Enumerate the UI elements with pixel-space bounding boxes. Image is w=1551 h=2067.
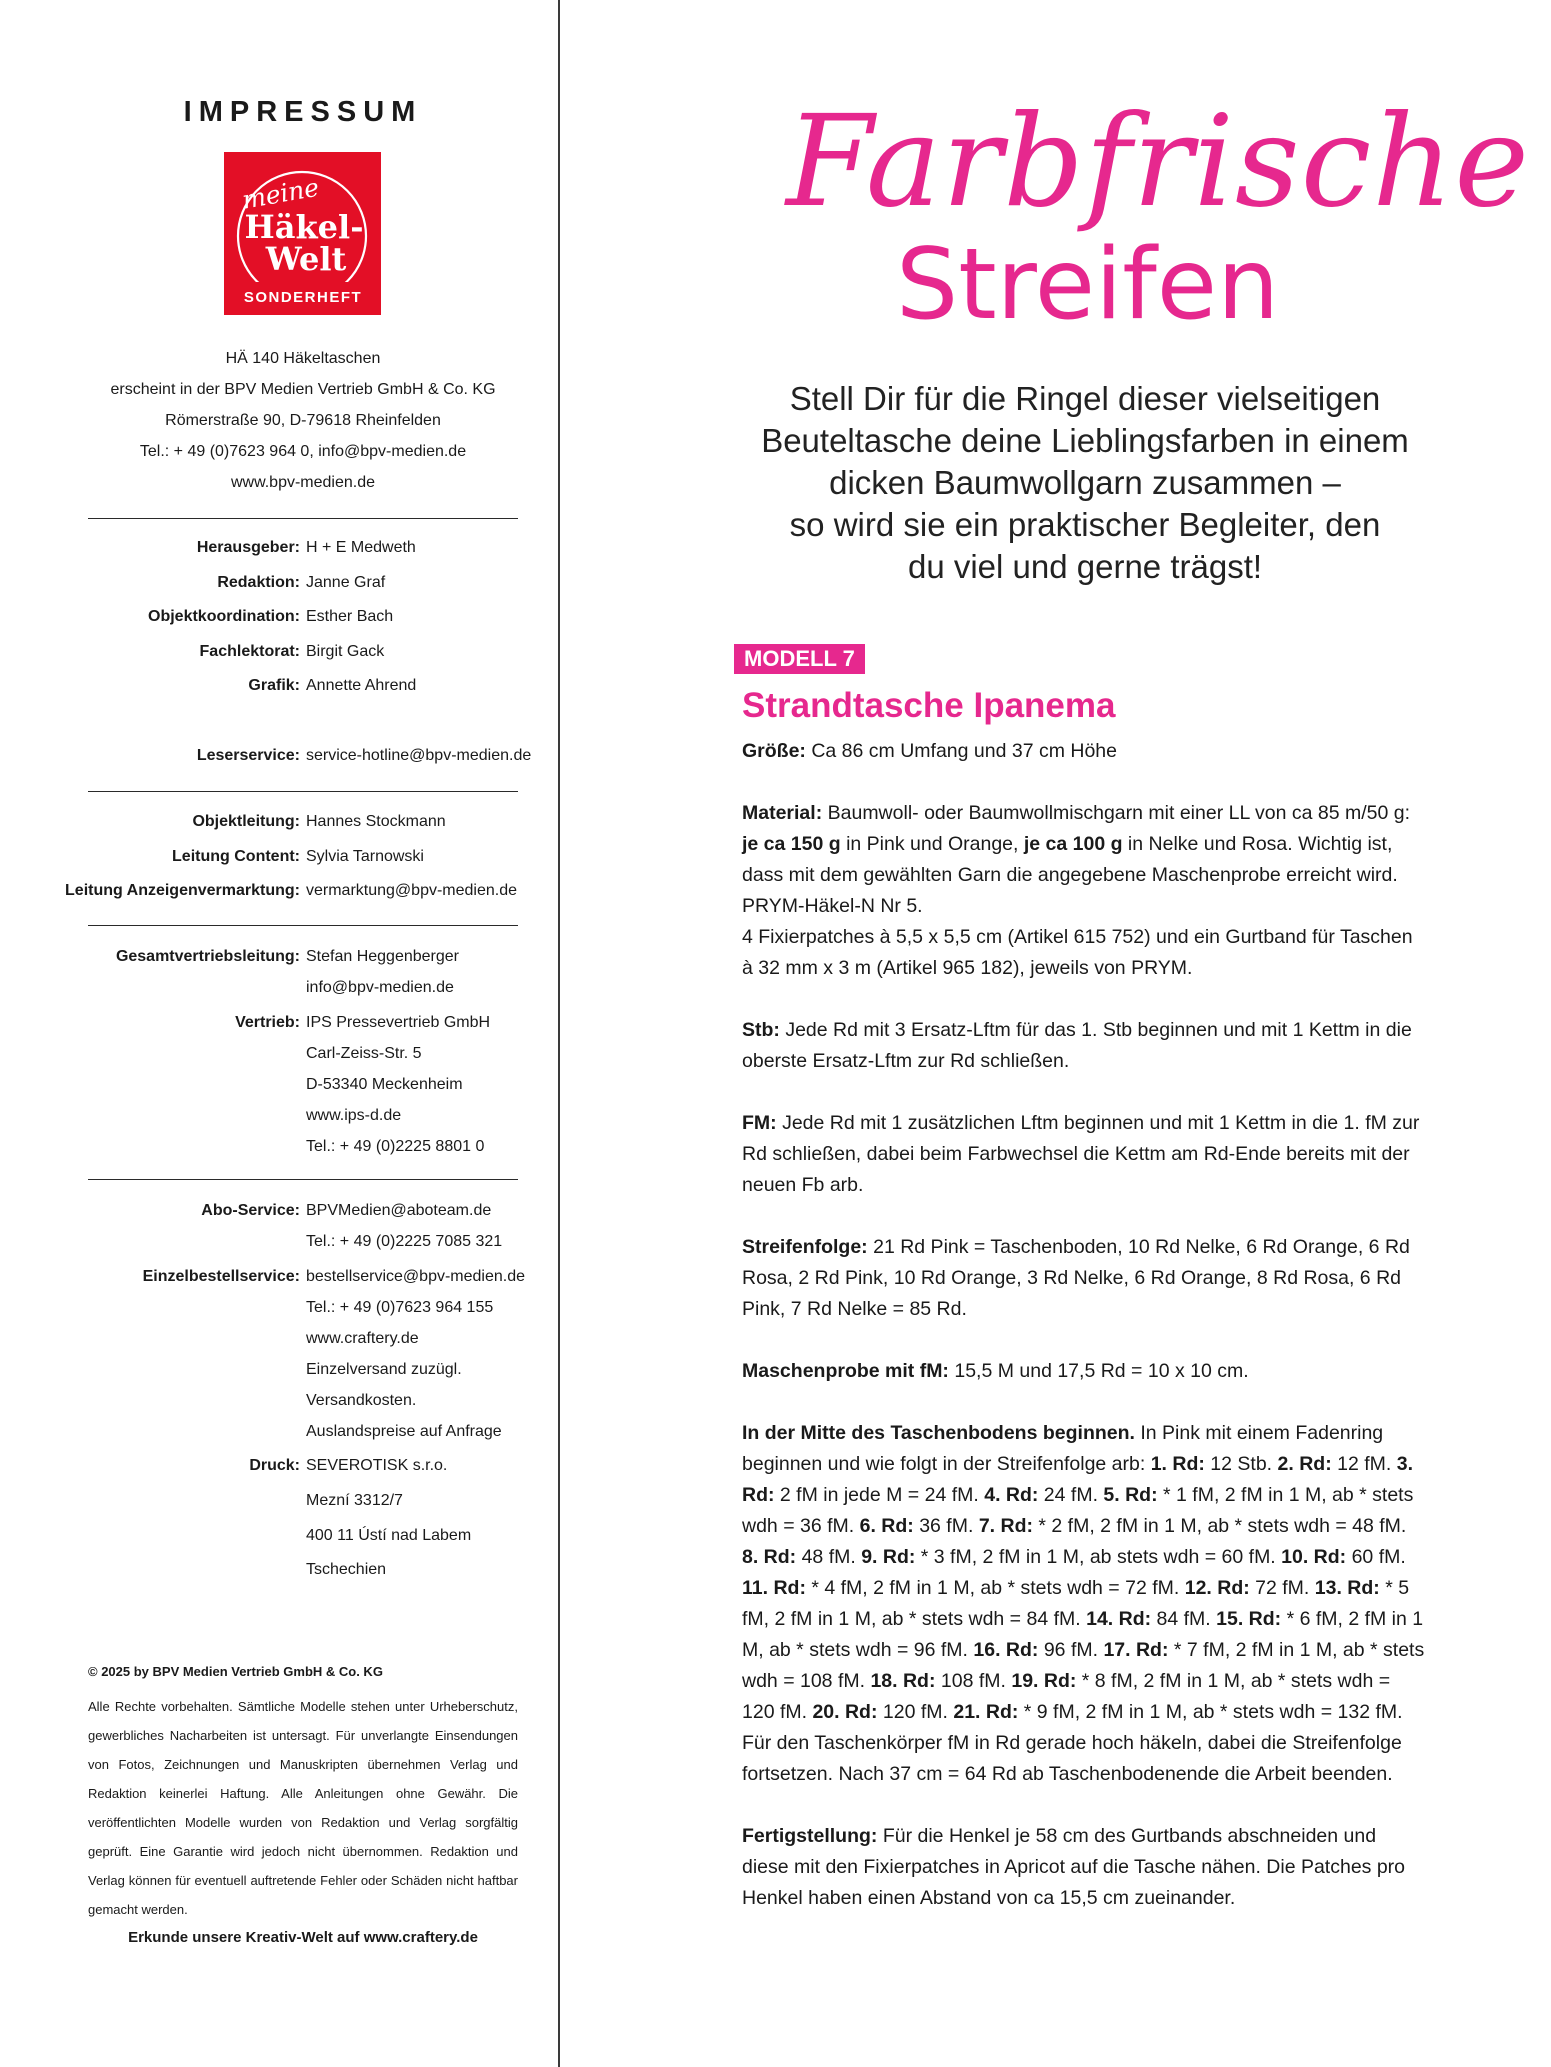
column-divider	[558, 0, 560, 2067]
round-label: 4. Rd:	[984, 1484, 1039, 1506]
staff-row: Auslandspreise auf Anfrage	[306, 1423, 502, 1440]
round-text: 36 fM.	[913, 1515, 979, 1537]
round-label: 18. Rd:	[870, 1670, 936, 1692]
staff-row: Carl-Zeiss-Str. 5	[306, 1045, 422, 1062]
round-label: 1. Rd:	[1150, 1453, 1205, 1475]
intro-line: dicken Baumwollgarn zusammen –	[829, 464, 1341, 501]
explore-line: Erkunde unsere Kreativ-Welt auf www.craftery.de	[128, 1929, 478, 1946]
round-text: 24 fM.	[1038, 1484, 1104, 1506]
headline-sans: Streifen	[896, 228, 1280, 342]
divider-line	[88, 1179, 518, 1180]
round-label: 20. Rd:	[812, 1701, 878, 1723]
staff-row: Fachlektorat: Birgit Gack	[199, 643, 385, 660]
round-text: 84 fM.	[1151, 1608, 1217, 1630]
logo-line-haekel: Häkel-	[244, 208, 364, 246]
round-label: 6. Rd:	[859, 1515, 914, 1537]
pub-line: HÄ 140 Häkeltaschen	[225, 350, 381, 367]
publisher-info	[60, 343, 546, 498]
pub-line: Römerstraße 90, D-79618 Rheinfelden	[165, 412, 441, 429]
impressum-title: IMPRESSUM	[183, 96, 423, 128]
round-label: 3. Rd:	[742, 1453, 1413, 1506]
copyright-line: © 2025 by BPV Medien Vertrieb GmbH & Co. KG	[88, 1664, 383, 1679]
round-label: 7. Rd:	[978, 1515, 1033, 1537]
round-text: * 3 fM, 2 fM in 1 M, ab stets wdh = 60 fM.	[915, 1546, 1282, 1568]
stripes-paragraph: Streifenfolge: 21 Rd Pink = Taschenboden, 10 Rd Nelke, 6 Rd Orange, 6 Rd Rosa, 2 Rd Pink, 10 Rd Orange, 3 Rd Nelke, 6 Rd Orange, 8 Rd Rosa, 6 Rd Pink, 7 Rd Nelke = 85 Rd.	[742, 1236, 1410, 1320]
staff-row: Redaktion: Janne Graf	[217, 574, 386, 591]
divider-line	[88, 791, 518, 792]
round-text: * 7 fM, 2 fM in 1 M, ab * stets wdh = 108 fM.	[742, 1639, 1425, 1692]
staff-row: www.ips-d.de	[306, 1107, 402, 1124]
fm-paragraph: FM: Jede Rd mit 1 zusätzlichen Lftm beginnen und mit 1 Kettm in die 1. fM zur Rd schließen, dabei beim Farbwechsel die Kettm am Rd-Ende bereits mit der neuen Fb arb.	[742, 1112, 1420, 1196]
legal-notice: Alle Rechte vorbehalten. Sämtliche Modelle stehen unter Urheberschutz, gewerbliches Nacharbeiten ist untersagt. Für unverlangte Einsendungen von Fotos, Zeichnungen und Manuskripten übernehmen Verlag und Redaktion keinerlei Haftung. Alle Anleitungen ohne Gewähr. Die veröffentlichten Modelle wurden von Redaktion und Verlag sorgfältig geprüft. Eine Garantie wird jedoch nicht übernommen. Redaktion und Verlag können für eventuell auftretende Fehler oder Schäden nicht haftbar gemacht werden.	[88, 1699, 518, 1917]
round-text: 48 fM.	[796, 1546, 862, 1568]
intro-line: du viel und gerne trägst!	[907, 548, 1263, 585]
divider-line	[88, 518, 518, 519]
model-title: Strandtasche Ipanema	[742, 686, 1116, 725]
round-label: 13. Rd:	[1314, 1577, 1380, 1599]
material-paragraph: Material: Baumwoll- oder Baumwollmischgarn mit einer LL von ca 85 m/50 g: je ca 150 g in Pink und Orange, je ca 100 g in Nelke und Rosa. Wichtig ist, dass mit dem gewählten Garn die angegebene Maschenprobe erreicht wird. PRYM-Häkel-N Nr 5. 4 Fixierpatches à 5,5 x 5,5 cm (Artikel 615 752) und ein Gurtband für Taschen à 32 mm x 3 m (Artikel 965 182), jeweils von PRYM.	[742, 802, 1413, 979]
staff-row: Gesamtvertriebsleitung: Stefan Heggenberger	[115, 948, 459, 965]
staff-row: Tel.: + 49 (0)2225 8801 0	[306, 1138, 485, 1155]
stb-paragraph: Stb: Jede Rd mit 3 Ersatz-Lftm für das 1. Stb beginnen und mit 1 Kettm in die oberste Ersatz-Lftm zur Rd schließen.	[742, 1019, 1412, 1072]
staff-row: Leitung Content: Sylvia Tarnowski	[172, 848, 424, 865]
round-text: 120 fM.	[877, 1701, 954, 1723]
round-text: 12 fM.	[1331, 1453, 1397, 1475]
instructions	[742, 736, 1428, 1945]
staff-row: Tel.: + 49 (0)7623 964 155	[306, 1299, 494, 1316]
round-text: * 9 fM, 2 fM in 1 M, ab * stets wdh = 132 fM.	[1018, 1701, 1403, 1723]
round-label: 17. Rd:	[1103, 1639, 1169, 1661]
staff-row: www.craftery.de	[306, 1330, 419, 1347]
staff-row: Einzelbestellservice: bestellservice@bpv-medien.de	[142, 1268, 526, 1285]
intro-line: Stell Dir für die Ringel dieser vielseitigen	[789, 380, 1381, 417]
staff-row: 400 11 Ústí nad Labem	[306, 1527, 472, 1544]
size-paragraph: Größe: Ca 86 cm Umfang und 37 cm Höhe	[742, 740, 1117, 762]
pub-line: Tel.: + 49 (0)7623 964 0, info@bpv-medien.de	[139, 443, 467, 460]
headline-script: Farbfrische	[786, 88, 1530, 235]
finishing-paragraph: Fertigstellung: Für die Henkel je 58 cm des Gurtbands abschneiden und diese mit den Fixierpatches in Apricot auf die Tasche nähen. Die Patches pro Henkel haben einen Abstand von ca 15,5 cm zueinander.	[742, 1825, 1406, 1909]
round-text: * 4 fM, 2 fM in 1 M, ab * stets wdh = 72 fM.	[805, 1577, 1185, 1599]
staff-row: Leitung Anzeigenvermarktung: vermarktung@bpv-medien.de	[65, 882, 518, 899]
haekel-welt-logo	[224, 152, 381, 315]
model-badge: MODELL 7	[734, 644, 865, 674]
staff-row: Einzelversand zuzügl.	[306, 1361, 462, 1378]
round-text: * 6 fM, 2 fM in 1 M, ab * stets wdh = 96 fM.	[742, 1608, 1424, 1661]
staff-row: D-53340 Meckenheim	[306, 1076, 463, 1093]
logo-line-sonderheft: SONDERHEFT	[243, 289, 363, 306]
round-label: 10. Rd:	[1281, 1546, 1347, 1568]
staff-row: Tel.: + 49 (0)2225 7085 321	[306, 1233, 503, 1250]
staff-row: Druck: SEVEROTISK s.r.o.	[249, 1457, 448, 1474]
round-label: 16. Rd:	[973, 1639, 1039, 1661]
round-text: 96 fM.	[1038, 1639, 1104, 1661]
round-label: 9. Rd:	[861, 1546, 916, 1568]
round-label: 11. Rd:	[742, 1577, 806, 1599]
round-label: 15. Rd:	[1216, 1608, 1282, 1630]
round-label: 5. Rd:	[1103, 1484, 1158, 1506]
staff-row: Grafik: Annette Ahrend	[248, 677, 417, 694]
gauge-paragraph: Maschenprobe mit fM: 15,5 M und 17,5 Rd = 10 x 10 cm.	[742, 1360, 1249, 1382]
round-text: * 2 fM, 2 fM in 1 M, ab * stets wdh = 48 fM.	[1032, 1515, 1407, 1537]
round-text: * 8 fM, 2 fM in 1 M, ab * stets wdh = 120 fM.	[742, 1670, 1391, 1723]
round-text: 2 fM in jede M = 24 fM.	[774, 1484, 985, 1506]
staff-row: Vertrieb: IPS Pressevertrieb GmbH	[235, 1014, 491, 1031]
staff-row: Herausgeber: H + E Medweth	[196, 539, 416, 556]
staff-row: Leserservice: service-hotline@bpv-medien.de	[196, 747, 532, 764]
logo-line-meine: meine	[239, 172, 322, 215]
intro-text	[700, 378, 1470, 588]
round-label: 12. Rd:	[1184, 1577, 1250, 1599]
rounds-paragraph: In der Mitte des Taschenbodens beginnen. In Pink mit einem Fadenring beginnen und wie folgt in der Streifenfolge arb: 1. Rd: 12 Stb. 2. Rd: 12 fM. 3. Rd: 2 fM in jede M = 24 fM. 4. Rd: 24 fM. 5. Rd: * 1 fM, 2 fM in 1 M, ab * stets wdh = 36 fM. 6. Rd: 36 fM. 7. Rd: * 2 fM, 2 fM in 1 M, ab * stets wdh = 48 fM. 8. Rd: 48 fM. 9. Rd: * 3 fM, 2 fM in 1 M, ab stets wdh = 60 fM. 10. Rd: 60 fM. 11. Rd: * 4 fM, 2 fM in 1 M, ab * stets wdh = 72 fM. 12. Rd: 72 fM. 13. Rd: * 5 fM, 2 fM in 1 M, ab * stets wdh = 84 fM. 14. Rd: 84 fM. 15. Rd: * 6 fM, 2 fM in 1 M, ab * stets wdh = 96 fM. 16. Rd: 96 fM. 17. Rd: * 7 fM, 2 fM in 1 M, ab * stets wdh = 108 fM. 18. Rd: 108 fM. 19. Rd: * 8 fM, 2 fM in 1 M, ab * stets wdh = 120 fM. 20. Rd: 120 fM. 21. Rd: * 9 fM, 2 fM in 1 M, ab * stets wdh = 132 fM. Für den Taschenkörper fM in Rd gerade hoch häkeln, dabei die Streifenfolge fortsetzen. Nach 37 cm = 64 Rd ab Taschenbodenende die Arbeit beenden.	[742, 1422, 1425, 1785]
divider-line	[88, 925, 518, 926]
staff-row: Abo-Service: BPVMedien@aboteam.de	[201, 1202, 492, 1219]
impressum-column	[0, 0, 558, 2067]
round-label: 19. Rd:	[1011, 1670, 1077, 1692]
staff-row: Objektleitung: Hannes Stockmann	[192, 813, 446, 830]
pub-line: erscheint in der BPV Medien Vertrieb GmbH & Co. KG	[110, 381, 496, 398]
pub-line: www.bpv-medien.de	[230, 474, 376, 491]
round-text: 72 fM.	[1249, 1577, 1315, 1599]
intro-line: Beuteltasche deine Lieblingsfarben in einem	[761, 422, 1409, 459]
round-text: 60 fM.	[1346, 1546, 1406, 1568]
round-label: 8. Rd:	[742, 1546, 797, 1568]
round-text: 108 fM.	[935, 1670, 1012, 1692]
staff-row: Versandkosten.	[306, 1392, 417, 1409]
staff-row: Mezní 3312/7	[306, 1492, 403, 1509]
round-label: 21. Rd:	[953, 1701, 1019, 1723]
logo-line-welt: Welt	[265, 240, 347, 278]
round-text: * 1 fM, 2 fM in 1 M, ab * stets wdh = 36 fM.	[742, 1484, 1414, 1537]
intro-line: so wird sie ein praktischer Begleiter, den	[789, 506, 1381, 543]
round-text: * 5 fM, 2 fM in 1 M, ab * stets wdh = 84 fM.	[742, 1577, 1410, 1630]
staff-row: Objektkoordination: Esther Bach	[148, 608, 394, 625]
round-label: 14. Rd:	[1086, 1608, 1152, 1630]
round-text: 12 Stb.	[1204, 1453, 1278, 1475]
staff-row: Tschechien	[306, 1561, 387, 1578]
staff-row: info@bpv-medien.de	[306, 979, 454, 996]
round-label: 2. Rd:	[1277, 1453, 1332, 1475]
